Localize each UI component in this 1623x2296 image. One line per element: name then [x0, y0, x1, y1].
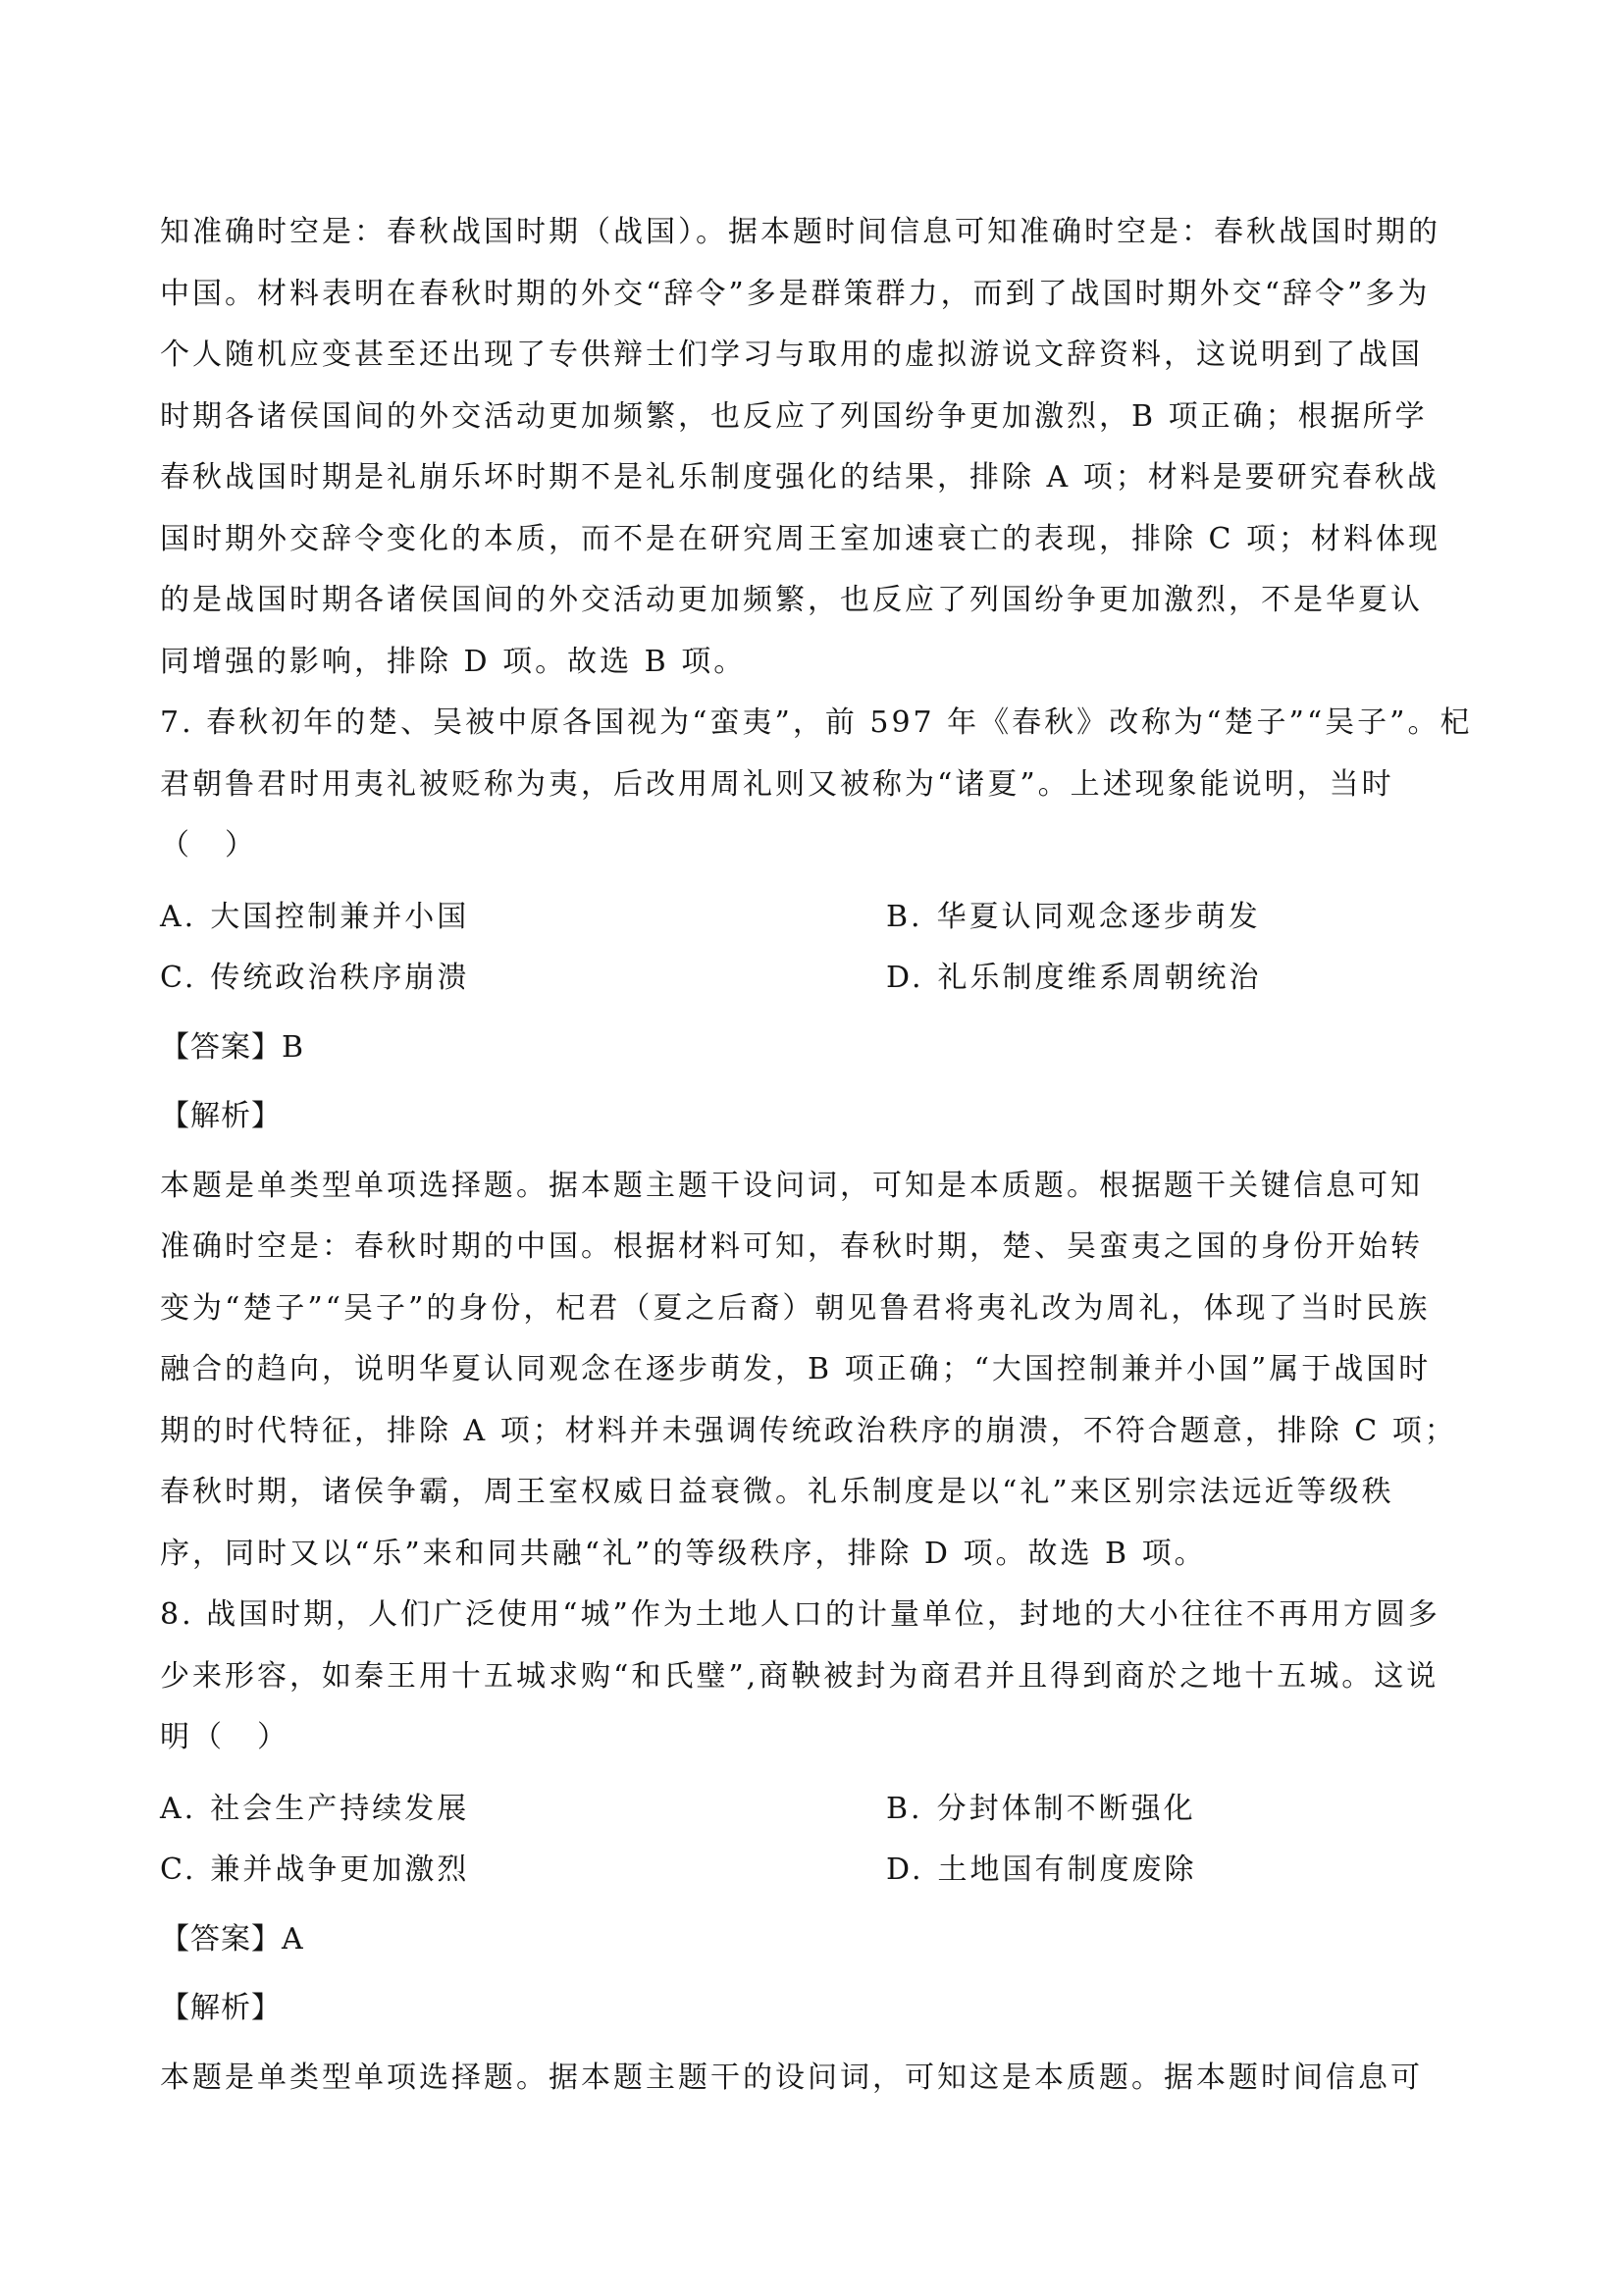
option-label: B. [886, 1791, 923, 1826]
option-label: C. [160, 1852, 197, 1887]
option-label: D. [886, 961, 924, 995]
text-line: 融合的趋向，说明华夏认同观念在逐步萌发，B 项正确；“大国控制兼并小国”属于战国时 [160, 1352, 1432, 1386]
answer-value: B [282, 1029, 307, 1065]
text-line: 知准确时空是：春秋战国时期（战国）。据本题时间信息可知准确时空是：春秋战国时期的 [160, 215, 1440, 249]
text-line: 准确时空是：春秋时期的中国。根据材料可知，春秋时期，楚、吴蛮夷之国的身份开始转 [160, 1229, 1423, 1264]
option-c [160, 1840, 886, 1902]
answer-label: 【答案】 [160, 1921, 282, 1957]
option-text: 社会生产持续发展 [210, 1791, 470, 1826]
option-label: C. [160, 961, 197, 995]
option-b [886, 887, 1471, 949]
option-a [160, 887, 886, 949]
option-label: D. [886, 1852, 924, 1887]
option-a [160, 1779, 886, 1841]
option-text: 大国控制兼并小国 [210, 899, 470, 934]
text-line: 7. 春秋初年的楚、吴被中原各国视为“蛮夷”，前 597 年《春秋》改称为“楚子”“吴子”。杞 [160, 705, 1473, 740]
option-d [886, 948, 1471, 1010]
text-line: 8. 战国时期，人们广泛使用“城”作为土地人口的计量单位，封地的大小往往不再用方圆多 [160, 1597, 1440, 1632]
q6-analysis-paragraph [160, 202, 1471, 693]
option-c [160, 948, 886, 1010]
text-line: 变为“楚子”“吴子”的身份，杞君（夏之后裔）朝见鲁君将夷礼改为周礼，体现了当时民族 [160, 1290, 1431, 1326]
option-label: A. [160, 899, 197, 934]
question-7-stem [160, 693, 1471, 877]
text-line: 序，同时又以“乐”来和同共融“礼”的等级秩序，排除 D 项。故选 B 项。 [160, 1536, 1207, 1571]
text-line: 时期各诸侯国间的外交活动更加频繁，也反应了列国纷争更加激烈，B 项正确；根据所学 [160, 398, 1428, 434]
option-text: 兼并战争更加激烈 [210, 1852, 470, 1887]
question-8-analysis-paragraph [160, 2048, 1471, 2110]
question-7-options [160, 887, 1471, 1010]
text-line: 的是战国时期各诸侯国间的外交活动更加频繁，也反应了列国纷争更加激烈，不是华夏认 [160, 583, 1423, 617]
option-text: 传统政治秩序崩溃 [210, 961, 470, 995]
text-line: 同增强的影响，排除 D 项。故选 B 项。 [160, 644, 747, 679]
text-line: 本题是单类型单项选择题。据本题主题干设问词，可知是本质题。根据题干关键信息可知 [160, 1168, 1423, 1203]
question-8-options [160, 1779, 1471, 1902]
text-line: 中国。材料表明在春秋时期的外交“辞令”多是群策群力，而到了战国时期外交“辞令”多为 [160, 276, 1431, 311]
question-8-analysis-label: 【解析】 [160, 1991, 282, 2025]
text-line: 个人随机应变甚至还出现了专供辩士们学习与取用的虚拟游说文辞资料，这说明到了战国 [160, 338, 1423, 372]
exam-page [160, 202, 1471, 2109]
text-line: 春秋战国时期是礼崩乐坏时期不是礼乐制度强化的结果，排除 A 项；材料是要研究春秋战 [160, 460, 1440, 495]
option-text: 礼乐制度维系周朝统治 [937, 961, 1262, 995]
answer-blank: （ ） [160, 828, 257, 862]
text-line: 本题是单类型单项选择题。据本题主题干的设问词，可知这是本质题。据本题时间信息可 [160, 2060, 1423, 2095]
text-line: 少来形容，如秦王用十五城求购“和氏璧”,商鞅被封为商君并且得到商於之地十五城。这说 [160, 1658, 1440, 1694]
answer-label: 【答案】 [160, 1029, 282, 1065]
question-8-stem [160, 1585, 1471, 1769]
text-line: 君朝鲁君时用夷礼被贬称为夷，后改用周礼则又被称为“诸夏”。上述现象能说明，当时 [160, 766, 1394, 802]
text-line: 国时期外交辞令变化的本质，而不是在研究周王室加速衰亡的表现，排除 C 项；材料体现 [160, 521, 1441, 556]
question-7-analysis-paragraph [160, 1156, 1471, 1586]
question-7-analysis-label: 【解析】 [160, 1099, 282, 1133]
text-line: 春秋时期，诸侯争霸，周王室权威日益衰微。礼乐制度是以“礼”来区别宗法远近等级秩 [160, 1475, 1394, 1509]
answer-value: A [282, 1921, 306, 1957]
question-8-answer [160, 1909, 1471, 1971]
option-b [886, 1779, 1471, 1841]
option-text: 华夏认同观念逐步萌发 [936, 899, 1261, 934]
option-label: B. [886, 899, 923, 934]
text-line: 期的时代特征，排除 A 项；材料并未强调传统政治秩序的崩溃，不符合题意，排除 C 项； [160, 1413, 1457, 1448]
option-label: A. [160, 1791, 197, 1826]
answer-blank: 明（ ） [160, 1720, 289, 1754]
option-text: 分封体制不断强化 [936, 1791, 1196, 1826]
option-d [886, 1840, 1471, 1902]
option-text: 土地国有制度废除 [937, 1852, 1197, 1887]
question-7-answer [160, 1018, 1471, 1079]
